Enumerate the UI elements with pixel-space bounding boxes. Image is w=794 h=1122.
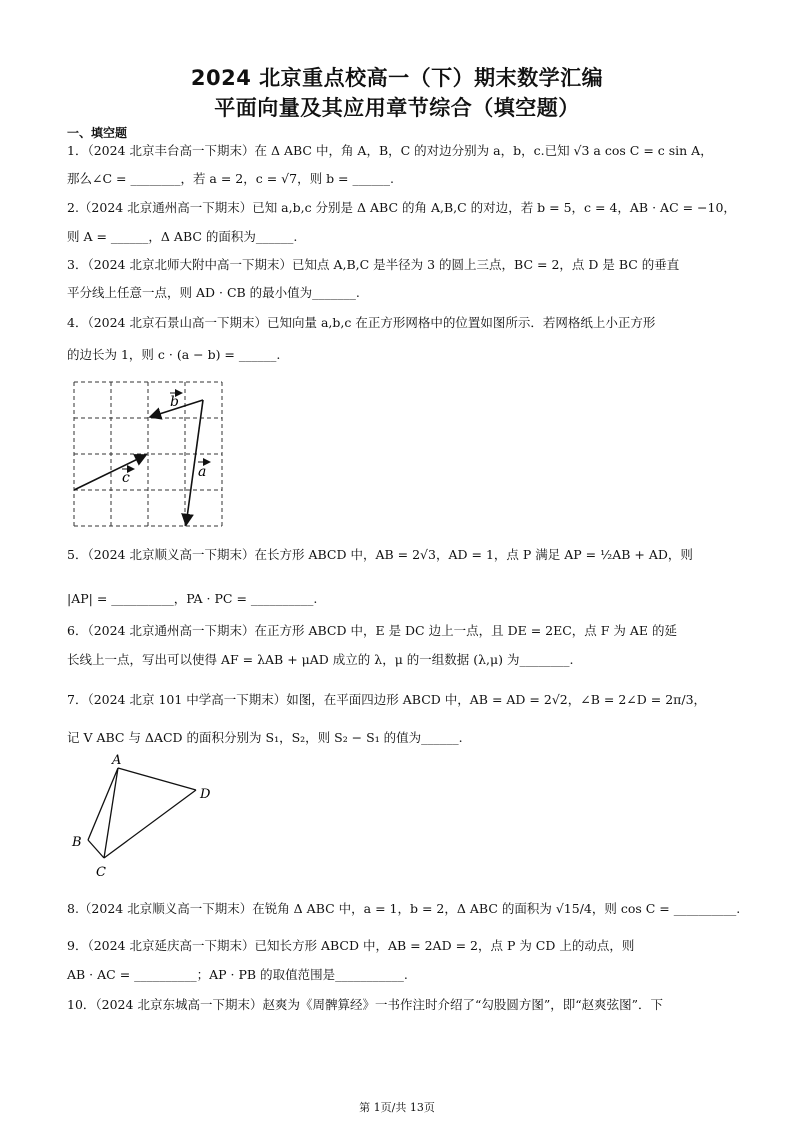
problem-9-line-2: AB · AC = __________；AP · PB 的取值范围是___________. [67, 967, 408, 982]
page-footer: 第 1页/共 13页 [359, 1101, 435, 1114]
problem-2-line-1: 2.（2024 北京通州高一下期末）已知 a,b,c 分别是 Δ ABC 的角 A,B,C 的对边，若 b = 5，c = 4，AB · AC = −10， [67, 200, 736, 215]
problem-7-line-2: 记 V ABC 与 ΔACD 的面积分别为 S₁，S₂，则 S₂ − S₁ 的值为______. [67, 730, 463, 745]
problem-10-line-1: 10．（2024 北京东城高一下期末）赵爽为《周髀算经》一书作注时介绍了“勾股圆方图”，即“赵爽弦图”．下 [67, 997, 664, 1012]
vertex-label-c: C [96, 865, 106, 880]
grid-lines [74, 382, 222, 526]
vertex-label-a: A [112, 753, 122, 768]
problem-1-line-1: 1．（2024 北京丰台高一下期末）在 Δ ABC 中，角 A，B，C 的对边分别为 a，b，c.已知 √3 a cos C = c sin A， [67, 143, 713, 158]
vertex-label-b: B [72, 835, 82, 850]
vector-c-arrow [74, 455, 146, 490]
section-heading: 一、填空题 [67, 126, 128, 140]
edge-ab [88, 768, 118, 840]
label-c: c [122, 470, 130, 486]
vertex-label-d: D [200, 787, 211, 802]
problem-2-line-2: 则 A = ______，Δ ABC 的面积为______. [67, 229, 298, 244]
problem-8-line-1: 8.（2024 北京顺义高一下期末）在锐角 Δ ABC 中，a = 1，b = 2，Δ ABC 的面积为 √15/4，则 cos C = __________. [67, 901, 741, 916]
problem-1-line-2: 那么∠C = ________，若 a = 2，c = √7，则 b = ______. [67, 171, 394, 186]
problem-3-line-1: 3．（2024 北京北师大附中高一下期末）已知点 A,B,C 是半径为 3 的圆上三点，BC = 2，点 D 是 BC 的垂直 [67, 257, 680, 272]
problem-5-line-1: 5．（2024 北京顺义高一下期末）在长方形 ABCD 中，AB = 2√3，AD = 1，点 P 满足 AP = ½AB + AD，则 [67, 547, 693, 562]
edge-cd [104, 790, 196, 858]
diagonal-ac [104, 768, 118, 858]
vector-grid-figure [70, 380, 226, 528]
problem-4-line-2: 的边长为 1，则 c · (a − b) = ______. [67, 347, 281, 362]
problem-4-line-1: 4．（2024 北京石景山高一下期末）已知向量 a,b,c 在正方形网格中的位置如图所示．若网格纸上小正方形 [67, 315, 656, 330]
problem-6-line-2: 长线上一点，写出可以使得 AF = λAB + μAD 成立的 λ，μ 的一组数据 (λ,μ) 为________. [67, 652, 574, 667]
problem-5-line-2: |AP| = __________，PA · PC = __________. [67, 591, 318, 606]
page-title: 2024 北京重点校高一（下）期末数学汇编 [190, 66, 604, 90]
label-b: b [170, 394, 179, 410]
problem-6-line-1: 6．（2024 北京通州高一下期末）在正方形 ABCD 中，E 是 DC 边上一点，且 DE = 2EC，点 F 为 AE 的延 [67, 623, 677, 638]
quadrilateral-figure [68, 752, 218, 882]
problem-9-line-1: 9．（2024 北京延庆高一下期末）已知长方形 ABCD 中，AB = 2AD = 2，点 P 为 CD 上的动点，则 [67, 938, 635, 953]
problem-7-line-1: 7．（2024 北京 101 中学高一下期末）如图，在平面四边形 ABCD 中，AB = AD = 2√2，∠B = 2∠D = 2π/3， [67, 692, 707, 707]
label-a: a [198, 464, 207, 480]
edge-bc [88, 840, 104, 858]
edge-da [118, 768, 196, 790]
page-subtitle: 平面向量及其应用章节综合（填空题） [214, 96, 580, 120]
problem-3-line-2: 平分线上任意一点，则 AD · CB 的最小值为_______. [67, 285, 360, 300]
